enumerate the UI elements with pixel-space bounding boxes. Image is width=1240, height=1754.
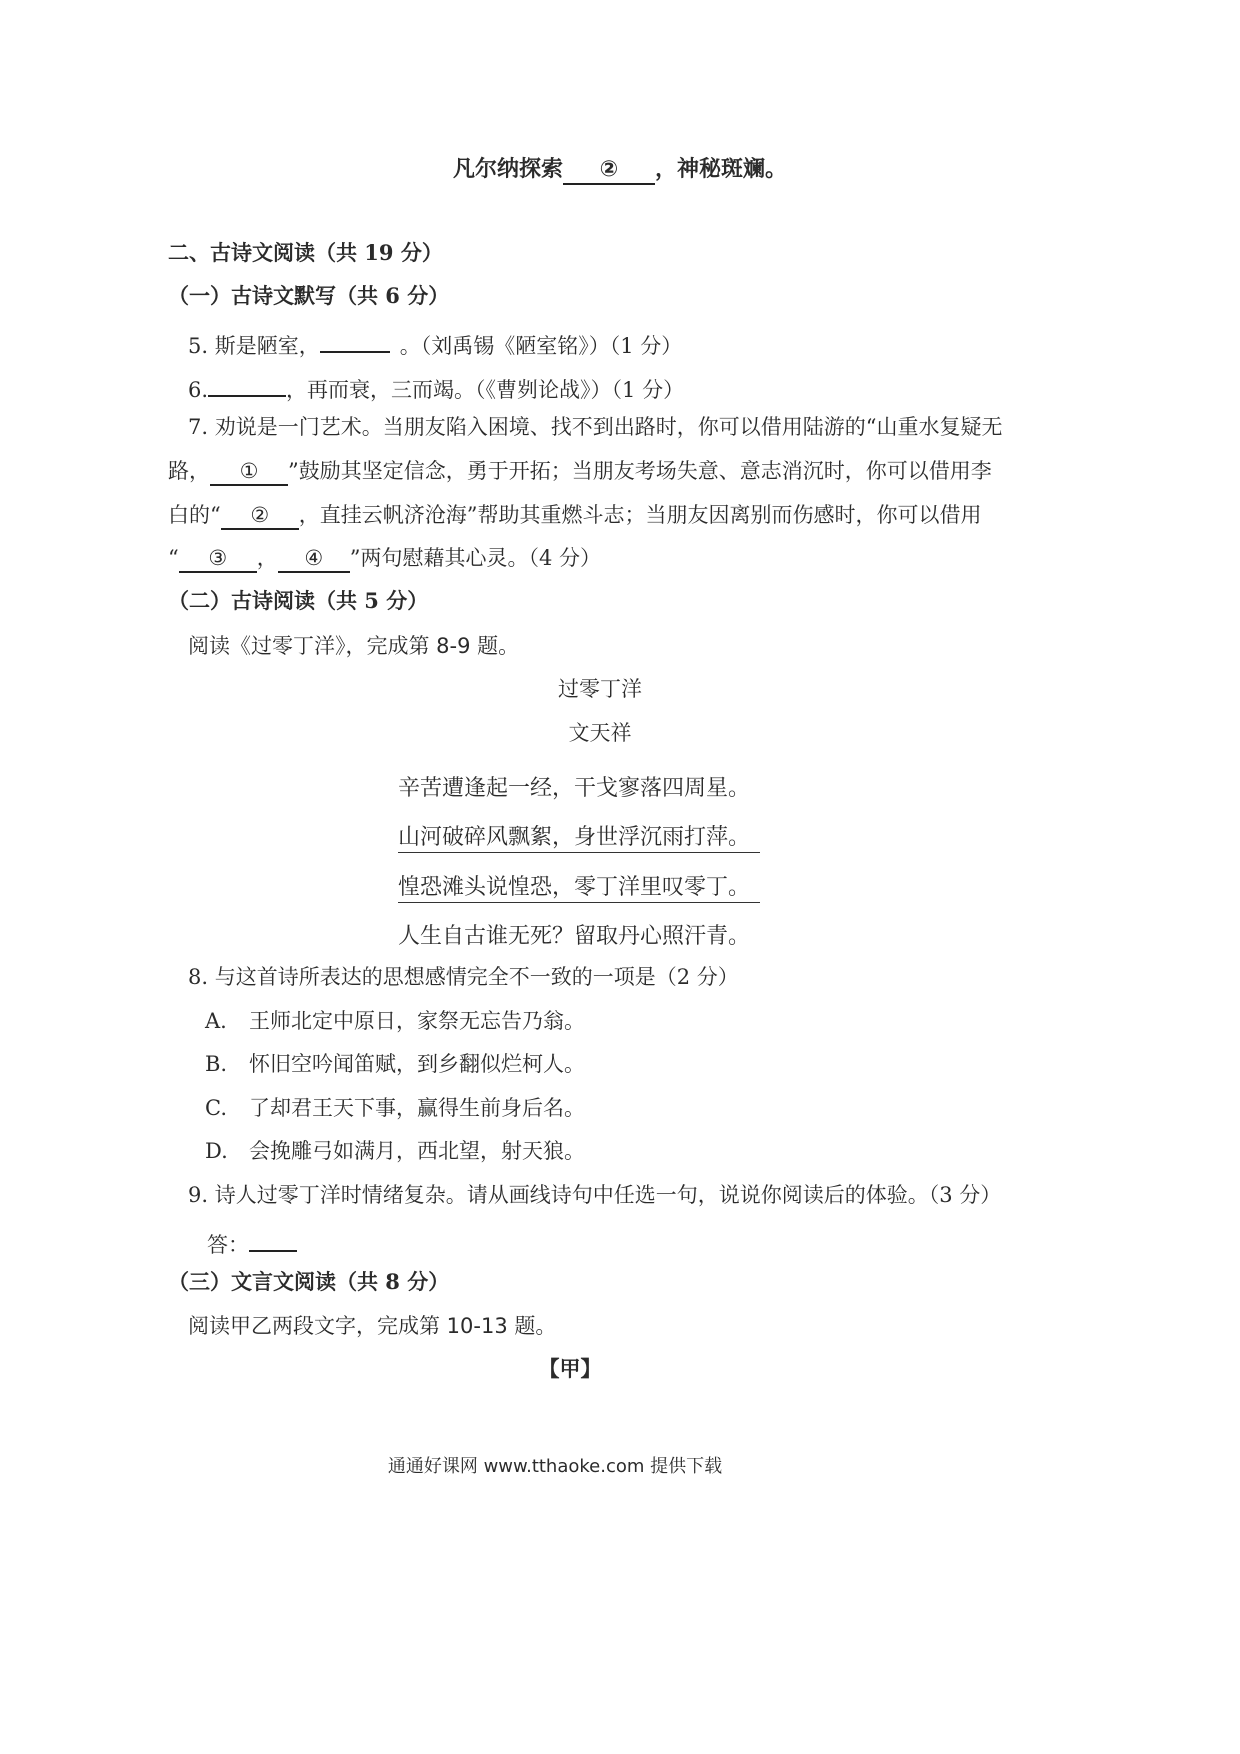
top-line: 凡尔纳探索 ② ，神秘斑斓。 [0, 155, 1240, 185]
q7-blank-4: ④ [278, 545, 350, 573]
answer-blank [249, 1224, 297, 1252]
part2-intro: 阅读《过零丁洋》，完成第 8-9 题。 [188, 634, 520, 658]
q6-blank [208, 369, 286, 397]
part3-intro: 阅读甲乙两段文字，完成第 10-13 题。 [188, 1314, 557, 1338]
poem-line-3-text: 惶恐滩头说惶恐，零丁洋里叹零丁。 [398, 875, 760, 903]
question-7-line1: 7. 劝说是一门艺术。当朋友陷入困境、找不到出路时，你可以借用陆游的“山重水复疑无 [188, 415, 1003, 439]
question-7-line2: 路， ① ”鼓励其坚定信念，勇于开拓；当朋友考场失意、意志消沉时，你可以借用李 [168, 456, 992, 486]
poem-line-1: 辛苦遭逢起一经，干戈寥落四周星。 [398, 776, 751, 801]
part1-title: （一）古诗文默写（共 6 分） [168, 283, 450, 308]
question-8: 8. 与这首诗所表达的思想感情完全不一致的一项是（2 分） [188, 965, 739, 989]
option-c: C. 了却君王天下事，赢得生前身后名。 [205, 1096, 585, 1120]
question-9: 9. 诗人过零丁洋时情绪复杂。请从画线诗句中任选一句，说说你阅读后的体验。（3 分） [188, 1183, 1002, 1207]
q5-blank [320, 325, 390, 353]
question-5: 5. 斯是陋室， 。（刘禹锡《陋室铭》）（1 分） [188, 325, 682, 361]
poem-line-3 [398, 873, 760, 903]
poem-line-2 [398, 823, 760, 853]
option-d: D. 会挽雕弓如满月，西北望，射天狼。 [205, 1139, 585, 1163]
passage-jia-label: 【甲】 [538, 1356, 602, 1381]
question-6: 6. ，再而衰，三而竭。（《曹刿论战》）（1 分） [188, 369, 684, 405]
option-a: A. 王师北定中原日，家祭无忘告乃翁。 [205, 1009, 585, 1033]
q7-blank-1: ① [210, 458, 288, 486]
answer-line [207, 1224, 297, 1260]
blank-2: ② [563, 157, 655, 185]
poem-line-4: 人生自古谁无死？留取丹心照汗青。 [398, 924, 751, 949]
answer-label: 答： [207, 1233, 249, 1257]
part2-title: （二）古诗阅读（共 5 分） [168, 588, 429, 613]
question-7-line4: “ ③ ， ④ ”两句慰藉其心灵。（4 分） [168, 543, 601, 573]
section-title: 二、古诗文阅读（共 19 分） [168, 240, 443, 265]
q7-blank-2: ② [221, 502, 299, 530]
option-b: B. 怀旧空吟闻笛赋，到乡翻似烂柯人。 [205, 1052, 585, 1076]
poem-line-2-text: 山河破碎风飘絮，身世浮沉雨打萍。 [398, 825, 760, 853]
question-7-line3: 白的“ ② ，直挂云帆济沧海”帮助其重燃斗志；当朋友因离别而伤感时，你可以借用 [168, 500, 981, 530]
poem-title: 过零丁洋 [558, 677, 642, 701]
page-footer: 通通好课网 www.tthaoke.com 提供下载 [387, 1456, 723, 1477]
part3-title: （三）文言文阅读（共 8 分） [168, 1269, 450, 1294]
poem-author: 文天祥 [568, 721, 632, 745]
q7-blank-3: ③ [179, 545, 257, 573]
